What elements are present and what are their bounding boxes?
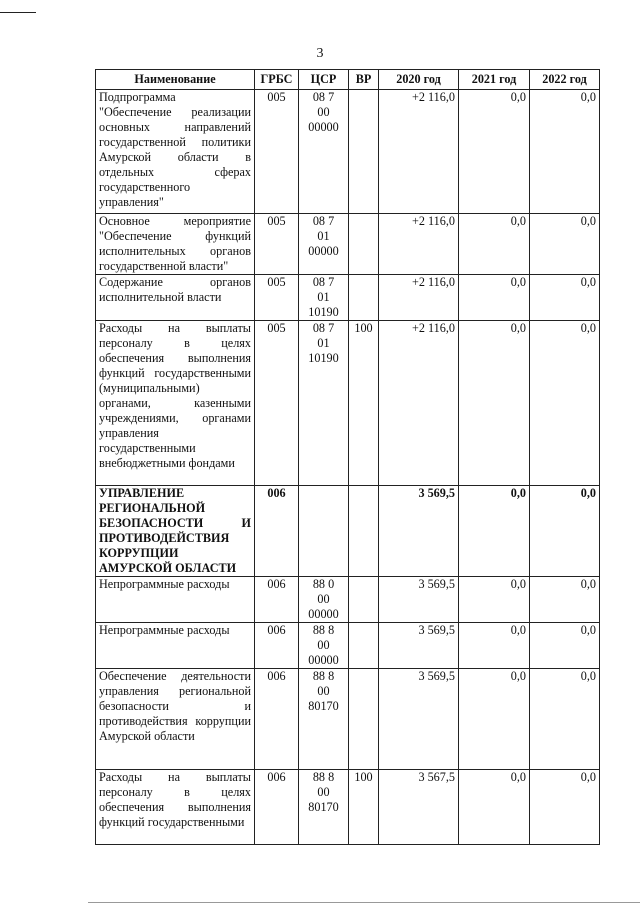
- header-2022: 2022 год: [530, 70, 600, 90]
- csr-code-part: 88 8: [312, 669, 335, 683]
- row-csr: [299, 486, 349, 577]
- row-value-2022: 0,0: [530, 623, 600, 669]
- table-row: [96, 321, 600, 486]
- header-name: Наименование: [96, 70, 255, 90]
- row-name: Обеспечение деятельности управления региональной безопасности и противодействия коррупции Амурской области: [96, 669, 255, 770]
- csr-code-part: 00: [317, 785, 330, 799]
- table-row: [96, 669, 600, 770]
- budget-table: [95, 69, 600, 845]
- csr-code-part: 00000: [308, 607, 339, 621]
- row-vr: [349, 623, 379, 669]
- csr-code-part: 00: [317, 638, 330, 652]
- row-vr: [349, 90, 379, 214]
- row-vr: [349, 486, 379, 577]
- row-name: Непрограммные расходы: [96, 577, 255, 623]
- header-csr: ЦСР: [299, 70, 349, 90]
- csr-code-part: 10190: [308, 305, 339, 319]
- row-grbs: 005: [255, 90, 299, 214]
- row-csr: [299, 214, 349, 275]
- row-value-2020: 3 569,5: [379, 669, 459, 770]
- csr-code-part: 01: [317, 290, 330, 304]
- row-grbs: 006: [255, 623, 299, 669]
- table-row: [96, 214, 600, 275]
- row-value-2021: 0,0: [459, 275, 530, 321]
- row-name: Расходы на выплаты персоналу в целях обеспечения выполнения функций государственными: [96, 770, 255, 845]
- csr-code-part: 01: [317, 336, 330, 350]
- row-value-2022: 0,0: [530, 770, 600, 845]
- bottom-edge-line: [88, 902, 640, 903]
- row-vr: [349, 669, 379, 770]
- header-2020: 2020 год: [379, 70, 459, 90]
- row-name: Непрограммные расходы: [96, 623, 255, 669]
- row-csr: [299, 90, 349, 214]
- table-row: [96, 90, 600, 214]
- row-value-2020: 3 567,5: [379, 770, 459, 845]
- csr-code-part: 00000: [308, 120, 339, 134]
- csr-code-part: 00000: [308, 653, 339, 667]
- row-grbs: 005: [255, 214, 299, 275]
- csr-code-part: 00: [317, 684, 330, 698]
- row-grbs: 006: [255, 577, 299, 623]
- row-value-2022: 0,0: [530, 486, 600, 577]
- csr-code-part: 80170: [308, 800, 339, 814]
- row-value-2022: 0,0: [530, 669, 600, 770]
- row-name: Содержание органов исполнительной власти: [96, 275, 255, 321]
- row-value-2022: 0,0: [530, 577, 600, 623]
- page-number: 3: [316, 46, 324, 61]
- table-header-row: [96, 70, 600, 90]
- row-value-2022: 0,0: [530, 90, 600, 214]
- row-value-2021: 0,0: [459, 90, 530, 214]
- row-name: Расходы на выплаты персоналу в целях обеспечения выполнения функций государственными (муниципальными) органами, казенными учреждениями, органами управления государственными внебюджетными фондами: [96, 321, 255, 486]
- csr-code-part: 01: [317, 229, 330, 243]
- row-value-2021: 0,0: [459, 623, 530, 669]
- row-value-2022: 0,0: [530, 214, 600, 275]
- csr-code-part: 88 0: [312, 577, 335, 591]
- csr-code-part: 08 7: [312, 214, 335, 228]
- table-row: [96, 577, 600, 623]
- header-vr: ВР: [349, 70, 379, 90]
- row-csr: [299, 577, 349, 623]
- row-csr: [299, 275, 349, 321]
- row-grbs: 005: [255, 321, 299, 486]
- row-csr: [299, 770, 349, 845]
- row-grbs: 006: [255, 486, 299, 577]
- csr-code-part: 88 8: [312, 623, 335, 637]
- csr-code-part: 08 7: [312, 275, 335, 289]
- table-row: [96, 486, 600, 577]
- row-value-2021: 0,0: [459, 577, 530, 623]
- row-value-2022: 0,0: [530, 321, 600, 486]
- header-grbs: ГРБС: [255, 70, 299, 90]
- row-value-2021: 0,0: [459, 486, 530, 577]
- row-value-2020: +2 116,0: [379, 321, 459, 486]
- table-row: [96, 623, 600, 669]
- row-value-2020: +2 116,0: [379, 90, 459, 214]
- csr-code-part: 10190: [308, 351, 339, 365]
- row-value-2020: 3 569,5: [379, 623, 459, 669]
- row-grbs: 006: [255, 770, 299, 845]
- row-vr: 100: [349, 321, 379, 486]
- row-vr: [349, 214, 379, 275]
- row-value-2020: 3 569,5: [379, 486, 459, 577]
- table-body: [96, 90, 600, 845]
- csr-code-part: 08 7: [312, 90, 335, 104]
- csr-code-part: 80170: [308, 699, 339, 713]
- row-value-2022: 0,0: [530, 275, 600, 321]
- row-vr: [349, 275, 379, 321]
- row-csr: [299, 669, 349, 770]
- row-name: УПРАВЛЕНИЕ РЕГИОНАЛЬНОЙ БЕЗОПАСНОСТИ И ПРОТИВОДЕЙСТВИЯ КОРРУПЦИИ АМУРСКОЙ ОБЛАСТИ: [96, 486, 255, 577]
- row-grbs: 006: [255, 669, 299, 770]
- top-edge-mark: [0, 12, 36, 13]
- header-2021: 2021 год: [459, 70, 530, 90]
- row-vr: [349, 577, 379, 623]
- csr-code-part: 00000: [308, 244, 339, 258]
- row-vr: 100: [349, 770, 379, 845]
- csr-code-part: 08 7: [312, 321, 335, 335]
- row-name: Подпрограмма "Обеспечение реализации основных направлений государственной политики Амурской области в отдельных сферах государственного управления": [96, 90, 255, 214]
- csr-code-part: 88 8: [312, 770, 335, 784]
- row-csr: [299, 321, 349, 486]
- row-name: Основное мероприятие "Обеспечение функций исполнительных органов государственной власти": [96, 214, 255, 275]
- row-value-2020: +2 116,0: [379, 214, 459, 275]
- table-row: [96, 275, 600, 321]
- row-grbs: 005: [255, 275, 299, 321]
- row-value-2021: 0,0: [459, 770, 530, 845]
- row-csr: [299, 623, 349, 669]
- csr-code-part: 00: [317, 592, 330, 606]
- row-value-2021: 0,0: [459, 321, 530, 486]
- row-value-2021: 0,0: [459, 214, 530, 275]
- row-value-2021: 0,0: [459, 669, 530, 770]
- row-value-2020: +2 116,0: [379, 275, 459, 321]
- table-row: [96, 770, 600, 845]
- csr-code-part: 00: [317, 105, 330, 119]
- row-value-2020: 3 569,5: [379, 577, 459, 623]
